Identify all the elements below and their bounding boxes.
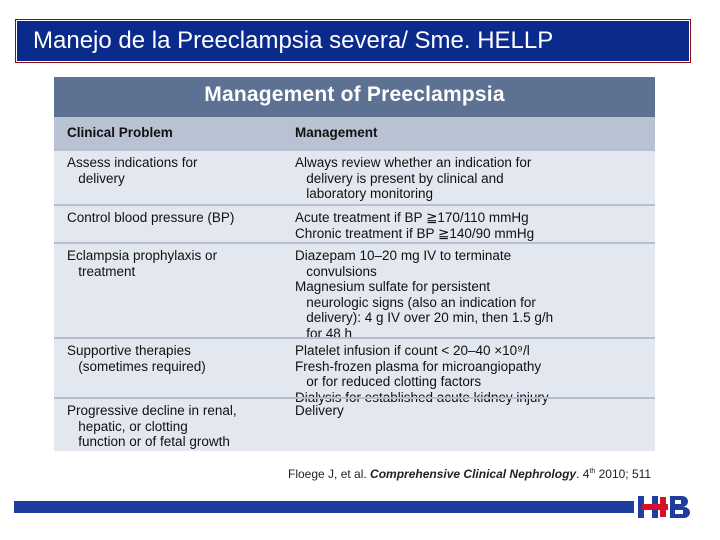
row-problem: Control blood pressure (BP) (67, 210, 235, 225)
logo-b-hole-bottom (675, 510, 683, 514)
citation-edition-sup: th (589, 468, 596, 475)
table-row (54, 149, 655, 204)
management-table (54, 77, 655, 451)
row-problem: Eclampsia prophylaxis or treatment (67, 248, 218, 279)
citation-authors: Floege J, et al. (288, 467, 371, 481)
citation-edition: . 4 (576, 467, 590, 481)
row-problem: Assess indications for delivery (67, 155, 198, 186)
footer-bar (14, 501, 634, 513)
row-management: Always review whether an indication for delivery is present by clinical and laboratory monitoring (295, 155, 532, 201)
citation-book: Comprehensive Clinical Nephrology (370, 467, 577, 481)
logo-b (670, 496, 690, 518)
hb-logo-icon (638, 494, 698, 520)
column-header-management: Management (295, 125, 378, 140)
table-row (54, 204, 655, 242)
table-row (54, 337, 655, 405)
table-row (54, 242, 655, 341)
slide-title: Manejo de la Preeclampsia severa/ Sme. HELLP (33, 27, 554, 54)
table-title: Management of Preeclampsia (204, 83, 505, 106)
row-management: Diazepam 10–20 mg IV to terminate convulsions Magnesium sulfate for persistent neurologic signs (also an indication for delivery): 4 g IV over 20 min, then 1.5 g/h for 48 h (295, 248, 554, 341)
column-header-row (54, 117, 655, 149)
slide-title-bar (16, 20, 690, 62)
row-management: Delivery (295, 403, 344, 418)
citation (288, 467, 651, 481)
row-management: Acute treatment if BP ≧170/110 mmHg Chronic treatment if BP ≧140/90 mmHg (295, 210, 535, 241)
table-header-band (54, 77, 655, 117)
row-management: Platelet infusion if count < 20–40 ×10⁹/l Fresh-frozen plasma for microangiopathy or for reduced clotting factors Dialysis for established acute kidney injury (295, 343, 549, 405)
row-problem: Supportive therapies (sometimes required) (67, 343, 206, 374)
logo-cross-stem (660, 497, 666, 517)
table-row (54, 397, 655, 451)
column-header-problem: Clinical Problem (67, 125, 173, 140)
logo-b-hole-top (675, 500, 681, 504)
citation-year-page: 2010; 511 (595, 467, 652, 481)
row-problem: Progressive decline in renal, hepatic, or clotting function or of fetal growth (67, 403, 237, 449)
